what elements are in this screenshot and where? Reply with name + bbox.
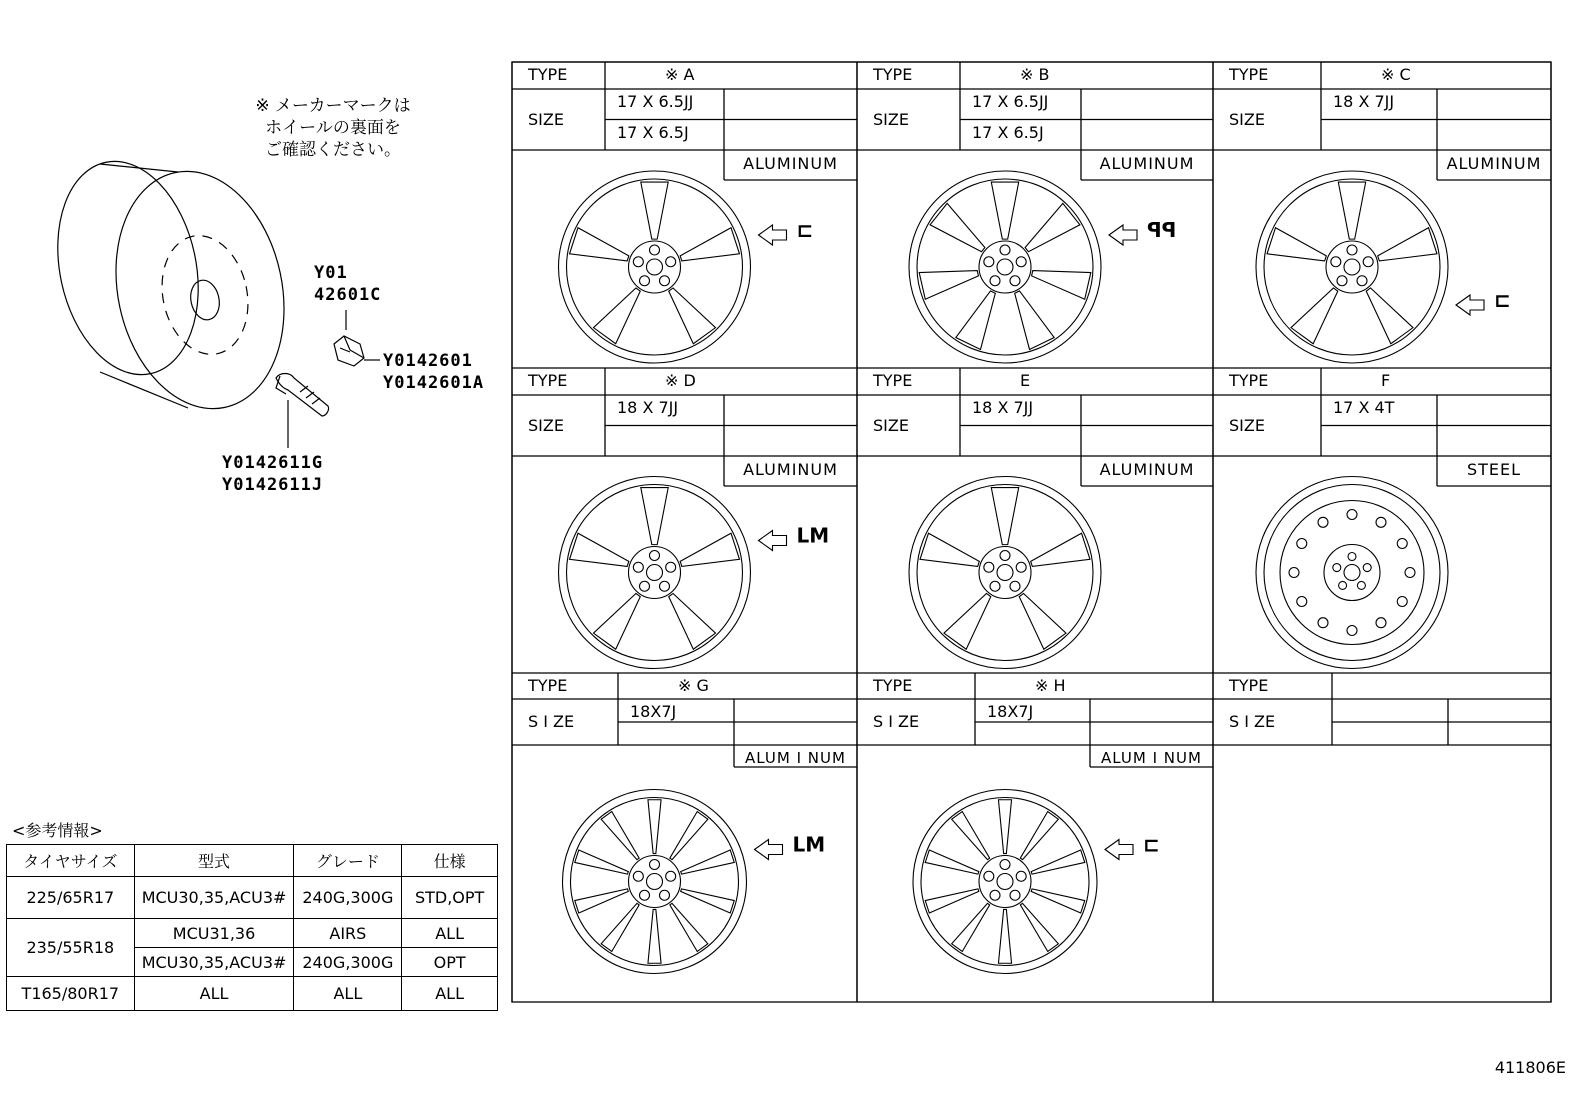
maker-mark-2: ⊏	[1494, 288, 1511, 312]
wheel-drawing-4	[909, 477, 1101, 669]
material-label: ALUM I NUM	[1101, 749, 1202, 767]
maker-mark-7: ⊏	[1143, 832, 1160, 857]
note-line-2: ホイールの裏面を	[265, 118, 401, 138]
bolt-part-line-2: Y0142601A	[383, 373, 485, 393]
wheel-drawing-1	[909, 171, 1176, 363]
size-label: SIZE	[873, 415, 909, 435]
size-value-1: 18X7J	[987, 702, 1034, 721]
size-label: SIZE	[1229, 109, 1265, 129]
ref-cell: 235/55R18	[7, 919, 135, 977]
maker-mark-3: LM	[796, 523, 830, 548]
type-label: TYPE	[528, 371, 568, 390]
material-label: ALUM I NUM	[745, 749, 846, 767]
size-value-1: 18 X 7JJ	[972, 398, 1034, 417]
material-label: ALUMINUM	[1099, 154, 1195, 173]
size-label: SIZE	[528, 415, 564, 435]
wheel-drawing-6	[563, 790, 826, 974]
ref-cell: 240G,300G	[294, 877, 402, 919]
size-value-2: 17 X 6.5J	[617, 122, 689, 142]
bolt-part-line-1: Y0142601	[383, 351, 473, 371]
diagram-code: 411806E	[1494, 1058, 1566, 1077]
ref-cell: STD,OPT	[402, 877, 498, 919]
size-value-1: 17 X 6.5JJ	[972, 92, 1049, 111]
size-value-1: 18 X 7JJ	[1333, 92, 1395, 111]
size-value-2: 17 X 6.5J	[972, 122, 1044, 142]
type-value: ※ H	[1035, 676, 1066, 695]
size-label: SIZE	[873, 109, 909, 129]
type-value: ※ A	[665, 65, 695, 84]
material-label: ALUMINUM	[1446, 154, 1542, 173]
size-label: S I ZE	[528, 712, 575, 731]
material-label: ALUMINUM	[743, 154, 838, 173]
type-label: TYPE	[528, 676, 568, 695]
size-value-1: 18X7J	[630, 702, 677, 721]
ref-cell: MCU30,35,ACU3#	[134, 948, 294, 977]
wheel-drawing-0	[559, 171, 814, 363]
material-label: ALUMINUM	[1099, 460, 1195, 479]
size-label: SIZE	[528, 109, 564, 129]
nut-part-line-2: 42601C	[314, 285, 382, 305]
wheel-drawing-7	[913, 790, 1160, 974]
material-label: STEEL	[1466, 460, 1522, 479]
type-label: TYPE	[1229, 676, 1269, 695]
nut-part-line-1: Y01	[314, 263, 348, 283]
wheel-drawing-5	[1256, 477, 1448, 669]
size-label: S I ZE	[1229, 712, 1276, 731]
ref-cell: 225/65R17	[7, 877, 135, 919]
size-label: SIZE	[1229, 415, 1265, 435]
ref-cell: T165/80R17	[7, 977, 135, 1011]
note-line-3: ご確認ください。	[265, 140, 401, 160]
type-label: TYPE	[528, 65, 568, 84]
type-value: ※ G	[678, 676, 709, 695]
maker-mark-1: ꟼꟼ	[1147, 218, 1177, 242]
type-label: TYPE	[1229, 371, 1269, 390]
ref-cell: MCU31,36	[134, 919, 294, 948]
type-value: ※ B	[1020, 65, 1050, 84]
type-value: ※ C	[1381, 65, 1411, 84]
wheel-drawing-2	[1256, 171, 1511, 363]
wheel-drawing-3	[559, 477, 830, 669]
size-value-1: 17 X 4T	[1333, 398, 1395, 417]
type-label: TYPE	[873, 65, 913, 84]
material-label: ALUMINUM	[743, 460, 838, 479]
ref-cell: ALL	[402, 919, 498, 948]
ref-cell: ALL	[294, 977, 402, 1011]
ref-cell: 240G,300G	[294, 948, 402, 977]
ref-header-tire: タイヤサイズ	[7, 845, 135, 877]
reference-table	[6, 844, 498, 1011]
ref-cell: ALL	[134, 977, 294, 1011]
ref-header-spec: 仕様	[402, 845, 498, 877]
valve-part-line-2: Y0142611J	[222, 475, 324, 495]
size-value-1: 17 X 6.5JJ	[617, 92, 694, 111]
size-label: S I ZE	[873, 712, 920, 731]
ref-cell: AIRS	[294, 919, 402, 948]
ref-cell: MCU30,35,ACU3#	[134, 877, 294, 919]
reference-title: <参考情報>	[12, 821, 103, 840]
ref-cell: OPT	[402, 948, 498, 977]
size-value-1: 18 X 7JJ	[617, 398, 679, 417]
type-label: TYPE	[873, 676, 913, 695]
valve-part-line-1: Y0142611G	[222, 453, 324, 473]
note-line-1: ※ メーカーマークは	[255, 96, 411, 116]
ref-header-model: 型式	[134, 845, 294, 877]
ref-cell: ALL	[402, 977, 498, 1011]
type-value: ※ D	[665, 371, 696, 390]
type-label: TYPE	[873, 371, 913, 390]
type-value: F	[1381, 371, 1391, 390]
type-label: TYPE	[1229, 65, 1269, 84]
type-value: E	[1020, 371, 1031, 390]
maker-mark-6: LM	[792, 832, 826, 857]
ref-header-grade: グレード	[294, 845, 402, 877]
maker-mark-0: ⊏	[796, 218, 814, 242]
